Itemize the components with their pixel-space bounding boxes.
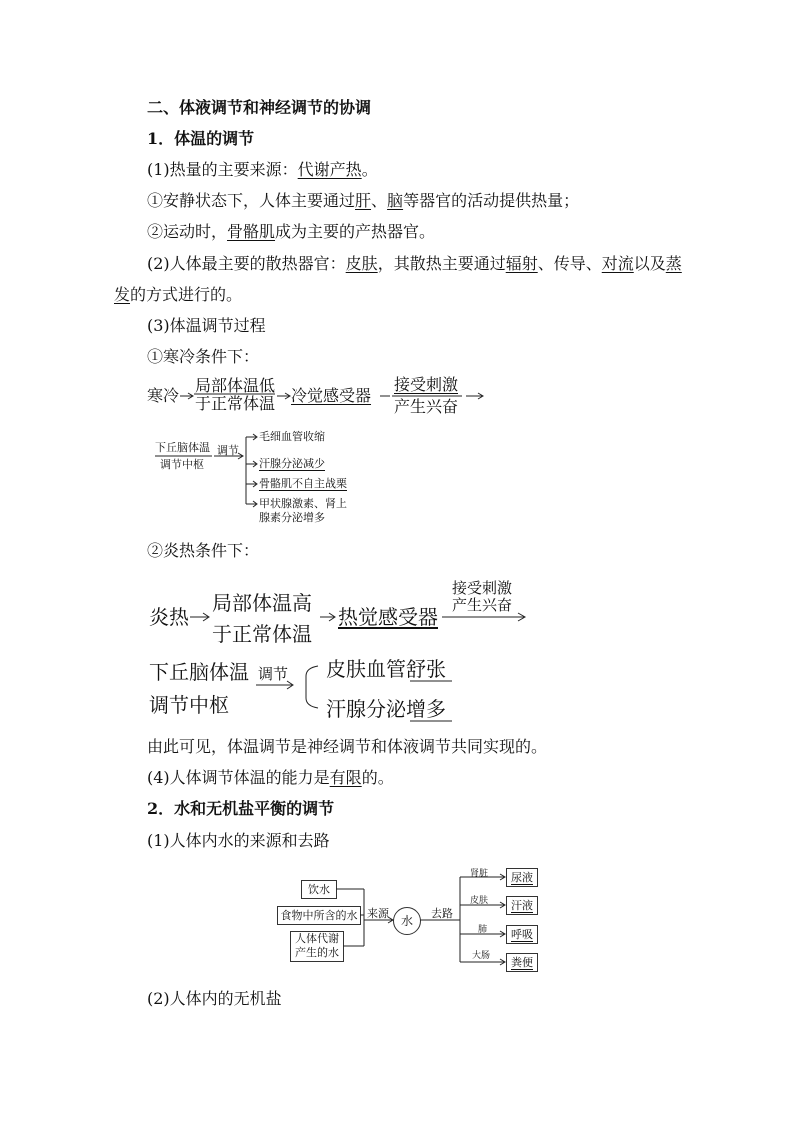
text: 成为主要的产热器官。 <box>275 222 436 241</box>
paragraph-cold-condition: ①寒冷条件下： <box>147 347 260 366</box>
text: 。 <box>361 160 378 179</box>
text: ②运动时， <box>147 222 228 241</box>
answer-blank: 对流 <box>601 254 634 273</box>
text: 以及 <box>633 254 666 273</box>
organ-skin: 皮肤 <box>470 896 489 906</box>
answer-blank: 蒸 <box>665 254 682 273</box>
answer-blank: 尿液 <box>511 871 533 884</box>
hot-branch-2-text: 汗腺分泌增多 <box>326 697 446 721</box>
text: (4)人体调节体温的能力是 <box>147 768 330 787</box>
text: 、传导、 <box>537 254 602 273</box>
paragraph-inorganic-salt: (2)人体内的无机盐 <box>147 989 282 1008</box>
answer-blank: 辐射 <box>505 254 538 273</box>
cold-center-arrow-label: 调节 <box>217 444 239 457</box>
answer-blank: 粪便 <box>511 956 533 969</box>
hot-mid-bottom: 于正常体温 <box>212 622 312 646</box>
answer-blank: 肝 <box>355 191 372 210</box>
cold-center-line2: 调节中枢 <box>160 458 204 471</box>
answer-blank: 骨骼肌 <box>227 222 276 241</box>
hot-start: 炎热 <box>149 605 189 629</box>
cold-branch-1: 毛细血管收缩 <box>259 430 325 443</box>
answer-blank: 有限 <box>329 768 362 787</box>
paragraph-water-source: (1)人体内水的来源和去路 <box>147 831 330 850</box>
organ-kidney: 肾脏 <box>470 869 489 879</box>
answer-blank: 呼吸 <box>511 928 533 941</box>
answer-blank: 骨骼肌不自主战栗 <box>259 477 347 490</box>
water-center-circle: 水 <box>393 907 421 935</box>
text: 、 <box>371 191 388 210</box>
answer-blank: 汗液 <box>511 899 533 912</box>
cold-branch-4a: 甲状腺激素、肾上 <box>259 497 347 510</box>
text: 的方式进行的。 <box>130 285 243 304</box>
answer-blank: 脑 <box>387 191 404 210</box>
text: (1)热量的主要来源： <box>147 160 298 179</box>
hot-center-line1: 下丘脑体温 <box>149 660 249 684</box>
water-source-food: 食物中所含的水 <box>277 906 361 925</box>
cold-center-line1: 下丘脑体温 <box>155 441 210 454</box>
water-out-label: 去路 <box>431 907 453 920</box>
organ-large-intestine: 大肠 <box>472 951 491 961</box>
text: 的。 <box>361 768 394 787</box>
hot-mid-top: 局部体温高 <box>212 591 312 615</box>
water-source-metabolic: 人体代谢产生的水 <box>290 931 344 962</box>
answer-blank: 发 <box>114 285 131 304</box>
answer-blank: 汗腺分泌减少 <box>259 457 325 470</box>
hot-arrow-bottom: 产生兴奋 <box>452 596 513 614</box>
cold-mid-bottom: 于正常体温 <box>195 394 276 413</box>
hot-branch-1-text: 皮肤血管舒张 <box>326 657 446 681</box>
hot-arrow-top: 接受刺激 <box>452 579 513 597</box>
organ-lung: 肺 <box>478 925 488 935</box>
paragraph-conclusion: 由此可见，体温调节是神经调节和体液调节共同实现的。 <box>147 737 548 756</box>
answer-blank: 热觉感受器 <box>338 605 438 629</box>
subsection-title-temperature: 1．体温的调节 <box>147 129 255 148</box>
paragraph-hot-condition: ②炎热条件下： <box>147 541 260 560</box>
hot-center-line2: 调节中枢 <box>149 693 229 717</box>
text: ，其散热主要通过 <box>377 254 506 273</box>
text: (2)人体最主要的散热器官： <box>147 254 346 273</box>
hot-center-arrow-label: 调节 <box>258 665 289 683</box>
subsection-title-water-salt: 2．水和无机盐平衡的调节 <box>147 799 335 818</box>
cold-arrow-bottom: 产生兴奋 <box>394 397 459 416</box>
cold-start: 寒冷 <box>147 386 180 405</box>
answer-blank: 皮肤 <box>345 254 378 273</box>
text: 等器官的活动提供热量； <box>403 191 580 210</box>
water-source-label: 来源 <box>367 907 389 920</box>
answer-blank: 代谢产热 <box>297 160 362 179</box>
answer-blank: 接受刺激 <box>394 375 459 394</box>
text: ①安静状态下，人体主要通过 <box>147 191 356 210</box>
water-source-drink: 饮水 <box>301 880 337 899</box>
cold-branch-4b: 腺素分泌增多 <box>259 511 325 524</box>
section-title: 二、体液调节和神经调节的协调 <box>147 98 372 117</box>
cold-mid-top: 局部体温低 <box>195 376 276 395</box>
paragraph-process-title: (3)体温调节过程 <box>147 316 266 335</box>
answer-blank: 冷觉感受器 <box>291 386 372 405</box>
